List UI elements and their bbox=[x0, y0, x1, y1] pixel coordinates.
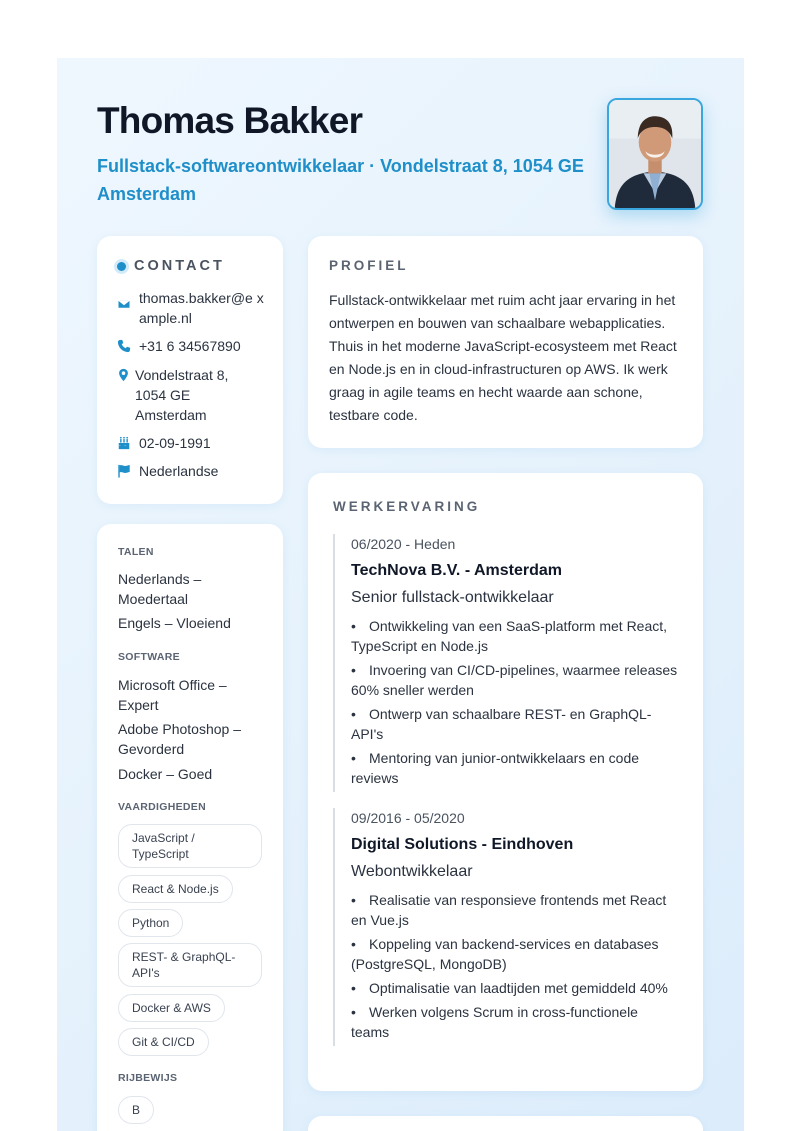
skill-chip: React & Node.js bbox=[118, 875, 233, 903]
language-item: Engels – Vloeiend bbox=[118, 615, 231, 631]
job-bullet: • Ontwerp van schaalbare REST- en GraphQL-API's bbox=[351, 704, 678, 744]
job-date: 06/2020 - Heden bbox=[351, 536, 456, 552]
languages-title: TALEN bbox=[118, 546, 154, 558]
job-bullet: • Realisatie van responsieve frontends met React en Vue.js bbox=[351, 890, 678, 930]
phone-text: +31 6 34567890 bbox=[139, 338, 241, 354]
contact-card bbox=[97, 236, 283, 504]
job-bullet: • Koppeling van backend-services en databases (PostgreSQL, MongoDB) bbox=[351, 934, 678, 974]
birthday-cake-icon bbox=[117, 435, 134, 451]
envelope-icon bbox=[117, 296, 134, 312]
skills-card bbox=[97, 524, 283, 1131]
profile-title: PROFIEL bbox=[329, 258, 409, 273]
email-text: thomas.bakker@e xample.nl bbox=[139, 290, 264, 326]
license-title: RIJBEWIJS bbox=[118, 1072, 178, 1084]
job-entry bbox=[333, 534, 678, 792]
profile-card bbox=[308, 236, 703, 448]
job-bullets bbox=[351, 616, 678, 788]
job-bullet: • Optimalisatie van laadtijden met gemiddeld 40% bbox=[351, 978, 678, 998]
contact-address bbox=[117, 365, 277, 425]
contact-nationality bbox=[117, 461, 277, 481]
job-bullet: • Mentoring van junior-ontwikkelaars en code reviews bbox=[351, 748, 678, 788]
job-company: TechNova B.V. - Amsterdam bbox=[351, 562, 563, 579]
contact-phone[interactable] bbox=[117, 336, 277, 356]
work-experience-card bbox=[308, 473, 703, 1091]
contact-birthdate bbox=[117, 433, 277, 453]
job-entry bbox=[333, 808, 678, 1046]
section-dot-icon bbox=[117, 262, 126, 271]
nationality-text: Nederlandse bbox=[139, 463, 219, 479]
job-bullet: • Invoering van CI/CD-pipelines, waarmee releases 60% sneller werden bbox=[351, 660, 678, 700]
job-bullet: • Ontwikkeling van een SaaS-platform met React, TypeScript en Node.js bbox=[351, 616, 678, 656]
language-item: Nederlands – Moedertaal bbox=[118, 571, 202, 607]
job-role: Webontwikkelaar bbox=[351, 863, 473, 880]
software-item: Docker – Goed bbox=[118, 766, 213, 782]
skill-chip: Docker & AWS bbox=[118, 994, 225, 1022]
profile-photo bbox=[607, 98, 703, 210]
contact-email[interactable] bbox=[117, 288, 277, 328]
software-title: SOFTWARE bbox=[118, 651, 180, 663]
job-role: Senior fullstack-ontwikkelaar bbox=[351, 589, 554, 606]
skill-chip: Git & CI/CD bbox=[118, 1028, 209, 1056]
software-item: Microsoft Office – Expert bbox=[118, 677, 227, 713]
job-date: 09/2016 - 05/2020 bbox=[351, 810, 465, 826]
skill-chip: REST- & GraphQL-API's bbox=[118, 943, 262, 987]
skill-chip: JavaScript / TypeScript bbox=[118, 824, 262, 868]
flag-icon bbox=[117, 463, 134, 479]
job-bullet: • Werken volgens Scrum in cross-functionele teams bbox=[351, 1002, 678, 1042]
skill-chip: Python bbox=[118, 909, 183, 937]
resume-page bbox=[57, 58, 744, 1131]
next-section-card bbox=[308, 1116, 703, 1131]
abilities-title: VAARDIGHEDEN bbox=[118, 801, 206, 813]
phone-icon bbox=[117, 338, 134, 354]
work-title: WERKERVARING bbox=[333, 499, 481, 514]
person-name: Thomas Bakker bbox=[97, 100, 363, 141]
job-bullets bbox=[351, 890, 678, 1042]
profile-text: Fullstack-ontwikkelaar met ruim acht jaar ervaring in het ontwerpen en bouwen van schaalbare webapplicaties. Thuis in het moderne JavaScript-ecosysteem met React en Node.js en in cloud-infrastructuren op AWS. Ik werk graag in agile teams en hecht waarde aan schone, testbare code. bbox=[329, 292, 677, 423]
address-text: Vondelstraat 8, 1054 GE Amsterdam bbox=[135, 367, 229, 423]
job-company: Digital Solutions - Eindhoven bbox=[351, 836, 574, 853]
header-subtitle: Fullstack-softwareontwikkelaar · Vondelstraat 8, 1054 GE Amsterdam bbox=[97, 156, 584, 204]
license-chip: B bbox=[118, 1096, 154, 1124]
birthdate-text: 02-09-1991 bbox=[139, 435, 211, 451]
map-pin-icon bbox=[117, 367, 130, 383]
contact-title: CONTACT bbox=[134, 258, 225, 274]
software-item: Adobe Photoshop – Gevorderd bbox=[118, 721, 241, 757]
